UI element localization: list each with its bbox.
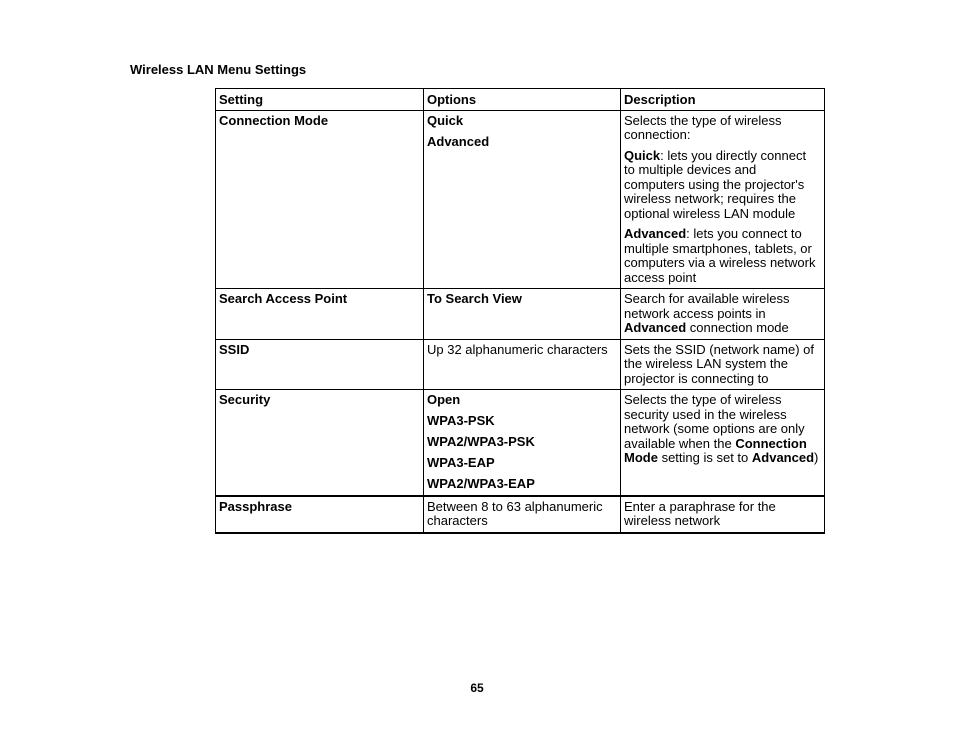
description-detail: : lets you directly connect to multiple devices and computers using the projector's wireless network; requires the optional wireless LAN module: [624, 147, 807, 221]
option-value: WPA2/WPA3-PSK: [427, 434, 535, 449]
description-detail: : lets you connect to multiple smartphones, tablets, or computers via a wireless network access point: [624, 226, 816, 285]
description-text: Selects the type of wireless connection:: [624, 112, 782, 142]
description-text: [624, 227, 820, 285]
settings-table: [215, 88, 825, 534]
options-cell: [424, 390, 621, 496]
description-cell: [621, 110, 825, 289]
table-row: [216, 289, 825, 340]
description-cell: [621, 289, 825, 340]
header-setting: Setting: [216, 89, 424, 111]
header-options: Options: [424, 89, 621, 111]
options-cell: Between 8 to 63 alphanumeric characters: [424, 496, 621, 533]
options-cell: Up 32 alphanumeric characters: [424, 339, 621, 390]
options-cell: [424, 289, 621, 340]
setting-cell: Connection Mode: [216, 110, 424, 289]
description-cell: [621, 390, 825, 496]
option-value: Advanced: [427, 133, 490, 149]
setting-cell: Search Access Point: [216, 289, 424, 340]
description-cell: Enter a paraphrase for the wireless network: [621, 496, 825, 533]
page-number: 65: [470, 681, 484, 695]
option-value: WPA3-EAP: [427, 455, 495, 470]
description-detail: Search for available wireless network access points in: [624, 291, 790, 321]
setting-cell: SSID: [216, 339, 424, 390]
header-description: Description: [621, 89, 825, 111]
option-value: To Search View: [427, 291, 522, 306]
option-value: Open: [427, 392, 461, 407]
description-detail: setting is set to: [657, 450, 752, 465]
description-detail: Selects the type of wireless security used in the wireless network (some options are only available when the: [624, 392, 805, 451]
options-cell: [424, 110, 621, 289]
description-detail: ): [814, 450, 819, 465]
table-row: [216, 496, 825, 533]
description-detail: connection mode: [686, 320, 789, 335]
setting-cell: Passphrase: [216, 496, 424, 533]
description-term: Advanced: [624, 226, 687, 241]
section-heading: Wireless LAN Menu Settings: [130, 62, 307, 77]
description-term: Connection Mode: [624, 435, 807, 465]
setting-cell: Security: [216, 390, 424, 496]
option-value: WPA2/WPA3-EAP: [427, 476, 535, 491]
description-text: [624, 149, 820, 222]
table-header-row: [216, 89, 825, 111]
description-term: Advanced: [751, 450, 815, 465]
description-term: Advanced: [624, 320, 687, 335]
description-term: Quick: [624, 147, 661, 163]
table-row: [216, 339, 825, 390]
option-value: WPA3-PSK: [427, 413, 495, 428]
option-value: Quick: [427, 112, 464, 128]
description-cell: Sets the SSID (network name) of the wireless LAN system the projector is connecting to: [621, 339, 825, 390]
table-row: [216, 390, 825, 496]
table-row: [216, 110, 825, 289]
